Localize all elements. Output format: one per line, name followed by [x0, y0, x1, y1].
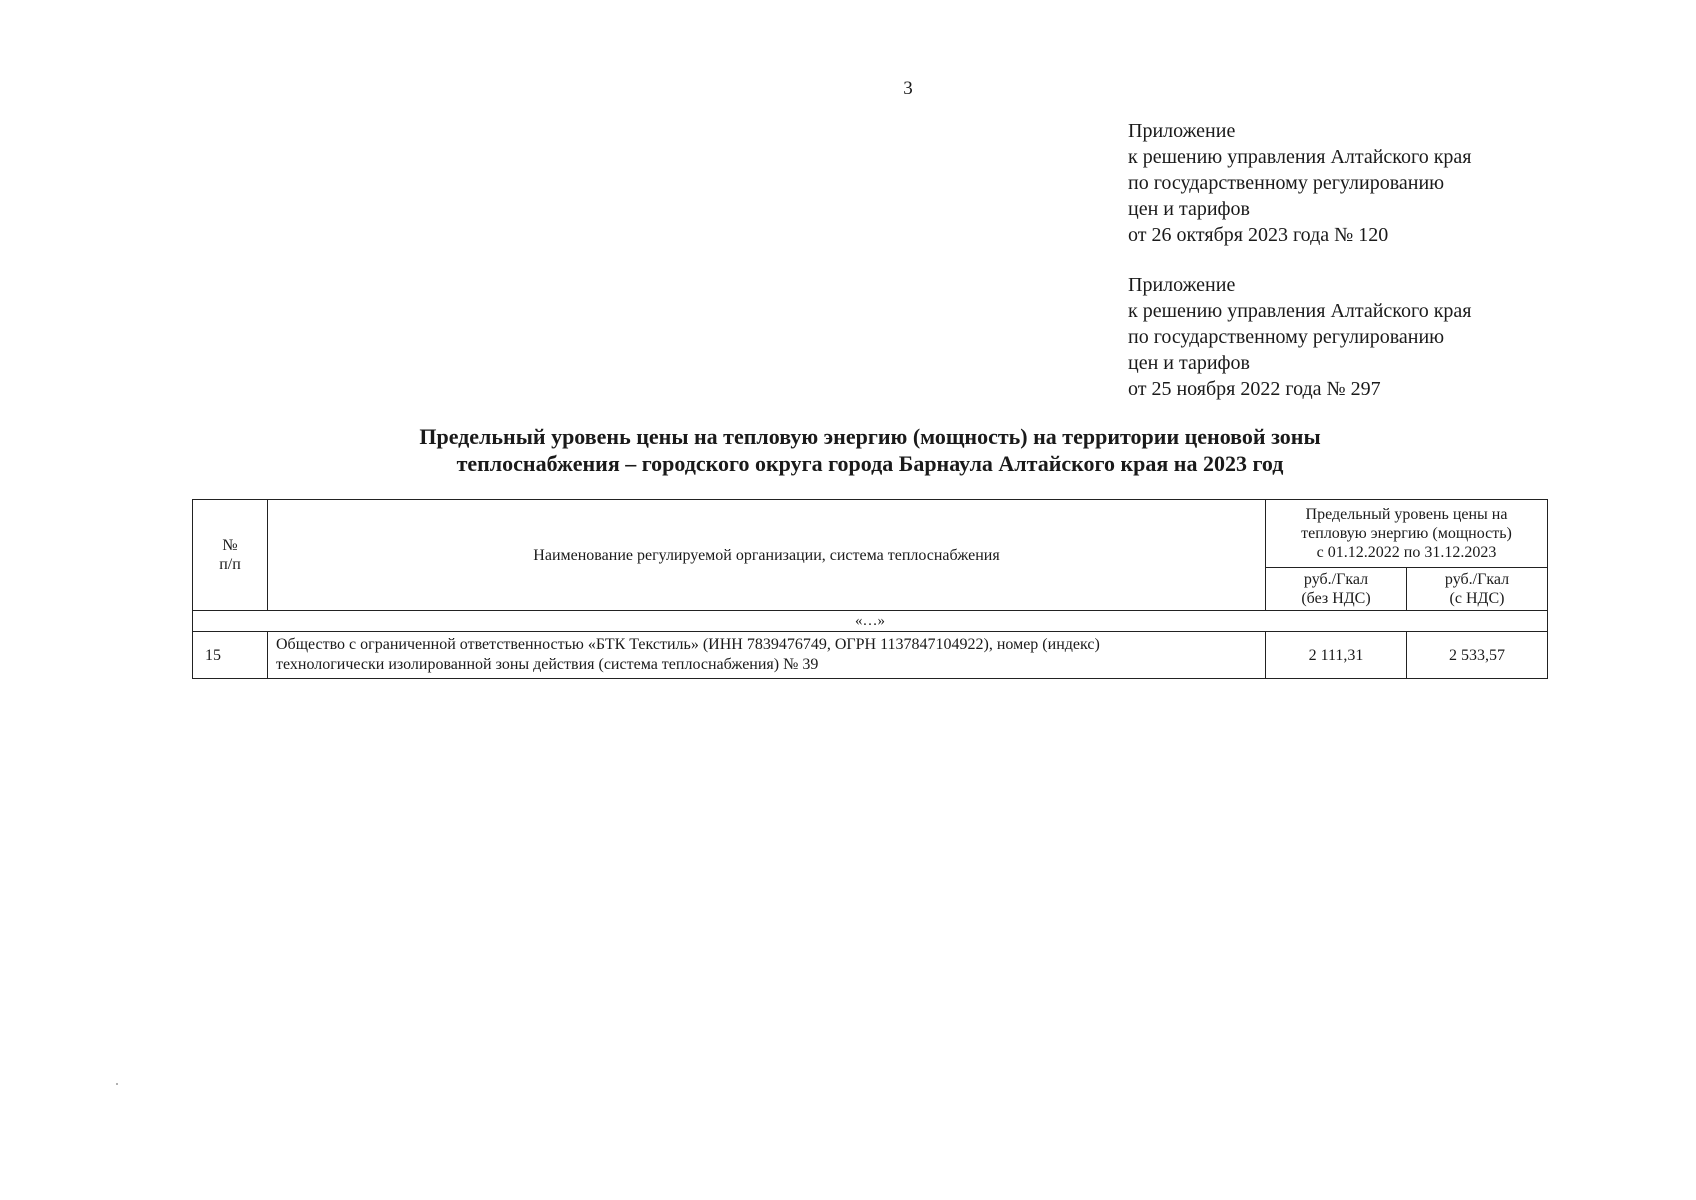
appendix-line: к решению управления Алтайского края [1128, 300, 1472, 322]
unit-label: руб./Гкал [1303, 571, 1369, 588]
table-row [193, 632, 1548, 679]
title-line: Предельный уровень цены на тепловую энергию (мощность) на территории ценовой зоны [419, 424, 1321, 449]
header-price-period: с 01.12.2022 по 31.12.2023 [1316, 544, 1497, 561]
header-unit-with-vat [1407, 568, 1548, 611]
table-omission-row [193, 611, 1548, 632]
row-price-with-vat: 2 533,57 [1407, 632, 1548, 679]
row-number: 15 [193, 632, 268, 679]
header-price-limit [1266, 500, 1548, 568]
header-number [193, 500, 268, 611]
header-organization-name: Наименование регулируемой организации, система теплоснабжения [268, 500, 1266, 611]
omission-marker: «…» [193, 611, 1548, 632]
page-number: 3 [903, 78, 913, 99]
appendix-line: цен и тарифов [1128, 352, 1250, 374]
header-number-symbol: № [222, 537, 238, 554]
appendix-line: Приложение [1128, 274, 1236, 296]
organization-text: технологически изолированной зоны действия (система теплоснабжения) № 39 [276, 656, 819, 673]
appendix-line: от 25 ноября 2022 года № 297 [1128, 378, 1381, 400]
scan-artifact [116, 1083, 118, 1085]
header-unit-without-vat [1266, 568, 1407, 611]
appendix-current-decision [1128, 118, 1472, 248]
appendix-line: цен и тарифов [1128, 198, 1250, 220]
appendix-line: от 26 октября 2023 года № 120 [1128, 224, 1389, 246]
row-price-without-vat: 2 111,31 [1266, 632, 1407, 679]
unit-vat-note: (с НДС) [1449, 590, 1505, 607]
price-limit-table [192, 499, 1548, 679]
appendix-line: по государственному регулированию [1128, 172, 1445, 194]
appendix-line: к решению управления Алтайского края [1128, 146, 1472, 168]
appendix-line: Приложение [1128, 120, 1236, 142]
title-line: теплоснабжения – городского округа города Барнаула Алтайского края на 2023 год [456, 451, 1284, 476]
unit-vat-note: (без НДС) [1301, 590, 1371, 607]
unit-label: руб./Гкал [1444, 571, 1510, 588]
header-price-text: Предельный уровень цены на [1305, 506, 1508, 523]
row-organization [268, 632, 1266, 679]
header-price-text: тепловую энергию (мощность) [1301, 525, 1512, 542]
header-number-abbrev: п/п [219, 556, 241, 573]
document-title [180, 423, 1560, 477]
table-header-row [193, 500, 1548, 568]
appendix-previous-decision [1128, 272, 1472, 402]
organization-text: Общество с ограниченной ответственностью «БТК Текстиль» (ИНН 7839476749, ОГРН 1137847104922), номер (индекс) [276, 636, 1100, 653]
appendix-line: по государственному регулированию [1128, 326, 1445, 348]
